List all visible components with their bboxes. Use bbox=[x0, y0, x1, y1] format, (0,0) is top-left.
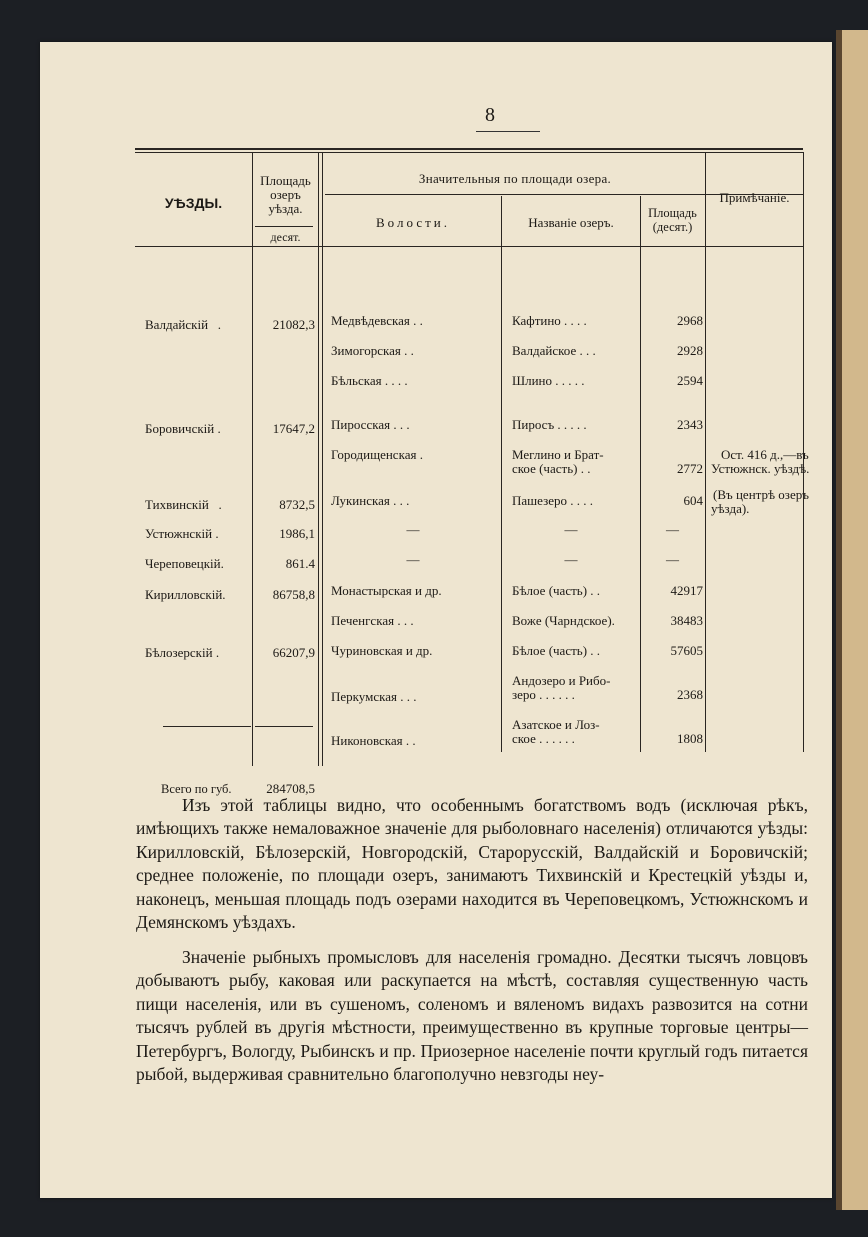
lake-area-r12: 2368 bbox=[677, 687, 703, 702]
lake-area-r5: 2772 bbox=[677, 461, 703, 476]
lakes-table bbox=[135, 148, 810, 796]
lake-r6: Пашезеро . . . . bbox=[512, 493, 594, 508]
lake-r5-l1: Меглино и Брат- bbox=[512, 447, 604, 462]
district-belozersk: Бѣлозерскій . bbox=[145, 645, 220, 660]
header-lake-name: Названіе озеръ. bbox=[528, 215, 614, 230]
district-valdai: Валдайскій . bbox=[145, 317, 222, 332]
volost-r8-dash: — bbox=[406, 552, 420, 567]
volost-r1: Медвѣдевская . . bbox=[331, 313, 423, 328]
district-ustyuzhna-area: 1986,1 bbox=[279, 526, 315, 541]
paragraph-1: Изъ этой таблицы видно, что особеннымъ богатствомъ водъ (исключая рѣкъ, имѣющихъ также немаловажное значеніе для рыболовнаго населенія) отличаются уѣзды: Кирилловскій, Бѣлозерскій, Новгородскій, Старорусскій, Валдайскій и Боровичскій; среднее положеніе, по площади озеръ, занимаютъ Тихвинскій и Крестецкій уѣзды и, наконецъ, меньшая площадь подъ озерами находится въ Череповецкомъ, Устюжнскомъ и Демянскомъ уѣздахъ. bbox=[136, 795, 808, 933]
total-label: Всего по губ. bbox=[161, 782, 232, 796]
col-line-3 bbox=[501, 196, 502, 752]
note-2-l1: (Въ центрѣ озеръ bbox=[713, 487, 809, 502]
lake-r4: Пиросъ . . . . . bbox=[512, 417, 587, 432]
district-belozersk-area: 66207,9 bbox=[272, 645, 315, 660]
book-page bbox=[40, 42, 832, 1198]
district-ustyuzhna: Устюжнскій . bbox=[145, 526, 219, 541]
volost-r2: Зимогорская . . bbox=[331, 343, 414, 358]
district-tikhvin-area: 8732,5 bbox=[279, 497, 315, 512]
district-kirillov: Кирилловскій. bbox=[145, 587, 226, 602]
table-top-rule-2 bbox=[135, 152, 803, 153]
lake-area-r1: 2968 bbox=[677, 313, 703, 328]
total-rule-right bbox=[255, 726, 313, 727]
lake-r3: Шлино . . . . . bbox=[512, 373, 585, 388]
district-cherepovets: Череповецкій. bbox=[145, 556, 224, 571]
lake-r5-l2: ское (часть) . . bbox=[512, 461, 591, 476]
header-volost: Волости. bbox=[376, 215, 450, 230]
district-borovichi: Боровичскій . bbox=[145, 421, 221, 436]
adjacent-page-edge bbox=[836, 30, 868, 1210]
district-valdai-area: 21082,3 bbox=[272, 317, 315, 332]
district-tikhvin: Тихвинскій . bbox=[145, 497, 222, 512]
note-1-l2: Устюжнск. уѣздѣ. bbox=[711, 461, 810, 476]
lake-r2: Валдайское . . . bbox=[512, 343, 596, 358]
volost-r6: Лукинская . . . bbox=[331, 493, 410, 508]
total-rule-left bbox=[163, 726, 251, 727]
lake-area-r13: 1808 bbox=[677, 731, 703, 746]
lake-r1: Кафтино . . . . bbox=[512, 313, 587, 328]
lake-r9: Бѣлое (часть) . . bbox=[512, 583, 601, 598]
header-area-l2: озеръ bbox=[270, 187, 301, 202]
lake-area-r6: 604 bbox=[683, 493, 703, 508]
lake-r13-l2: ское . . . . . . bbox=[512, 731, 575, 746]
header-lake-area-l1: Площадь bbox=[648, 206, 697, 220]
col-line-2b bbox=[322, 152, 323, 766]
district-borovichi-area: 17647,2 bbox=[272, 421, 315, 436]
lake-area-r2: 2928 bbox=[677, 343, 703, 358]
header-area-l1: Площадь bbox=[260, 173, 311, 188]
header-districts: УѢЗДЫ. bbox=[164, 195, 223, 211]
header-note: Примѣчаніе. bbox=[719, 190, 790, 205]
total-area: 284708,5 bbox=[266, 781, 315, 796]
volost-r13: Никоновская . . bbox=[331, 733, 416, 748]
header-area-l3: уѣзда. bbox=[268, 201, 303, 216]
lake-area-r3: 2594 bbox=[677, 373, 703, 388]
lake-r11: Бѣлое (часть) . . bbox=[512, 643, 601, 658]
lake-r10: Вожe (Чарндское). bbox=[512, 613, 615, 628]
lake-area-r4: 2343 bbox=[677, 417, 703, 432]
lake-area-r11: 57605 bbox=[670, 643, 703, 658]
volost-r3: Бѣльская . . . . bbox=[331, 373, 408, 388]
book-spine bbox=[836, 30, 842, 1210]
volost-r11: Чуриновская и др. bbox=[331, 643, 433, 658]
district-kirillov-area: 86758,8 bbox=[272, 587, 315, 602]
volost-r5: Городищенская . bbox=[331, 447, 423, 462]
lake-r7-dash: — bbox=[564, 522, 578, 537]
volost-r10: Печенгская . . . bbox=[331, 613, 414, 628]
header-bottom-rule bbox=[135, 246, 803, 247]
header-lake-area-l2: (десят.) bbox=[652, 220, 693, 234]
lake-area-r10: 38483 bbox=[670, 613, 703, 628]
col-line-2a bbox=[318, 152, 319, 766]
header-area-unit: десят. bbox=[270, 230, 301, 244]
lake-area-r8-dash: — bbox=[666, 552, 679, 567]
lake-r8-dash: — bbox=[564, 552, 578, 567]
lake-r12-l1: Андозеро и Рибо- bbox=[512, 673, 611, 688]
volost-r9: Монастырская и др. bbox=[331, 583, 442, 598]
page-number-rule bbox=[476, 131, 540, 132]
paragraph-2: Значеніе рыбныхъ промысловъ для населенія громадно. Десятки тысячъ ловцовъ добываютъ рыбу, каковая или раскупается на мѣстѣ, составляя существенную часть пищи населенія, или въ сушеномъ, соленомъ и вяленомъ видахъ развозится на сотни тысячъ рублей въ другія мѣстности, преимущественно въ крупные торговые центры—Петербургъ, Вологду, Рыбинскъ и пр. Приозерное населеніе почти круглый годъ питается рыбой, выдерживая сравнительно благополучно невзгоды неу- bbox=[136, 947, 808, 1085]
lake-area-r9: 42917 bbox=[670, 583, 703, 598]
volost-r7-dash: — bbox=[406, 522, 420, 537]
unit-rule bbox=[255, 226, 313, 227]
table-top-rule bbox=[135, 148, 803, 150]
col-line-5 bbox=[705, 152, 706, 752]
col-line-1 bbox=[252, 152, 253, 766]
note-1-l1: Ост. 416 д.,—въ bbox=[721, 447, 809, 462]
page-number: 8 bbox=[485, 104, 495, 126]
header-group: Значительныя по площади озера. bbox=[418, 171, 612, 186]
volost-r12: Перкумская . . . bbox=[331, 689, 417, 704]
lake-area-r7-dash: — bbox=[666, 522, 679, 537]
district-cherepovets-area: 861.4 bbox=[285, 556, 315, 571]
volost-r4: Пиросская . . . bbox=[331, 417, 410, 432]
note-2-l2: уѣзда). bbox=[711, 501, 750, 516]
lake-r13-l1: Азатское и Лоз- bbox=[512, 717, 600, 732]
lake-r12-l2: зеро . . . . . . bbox=[512, 687, 575, 702]
